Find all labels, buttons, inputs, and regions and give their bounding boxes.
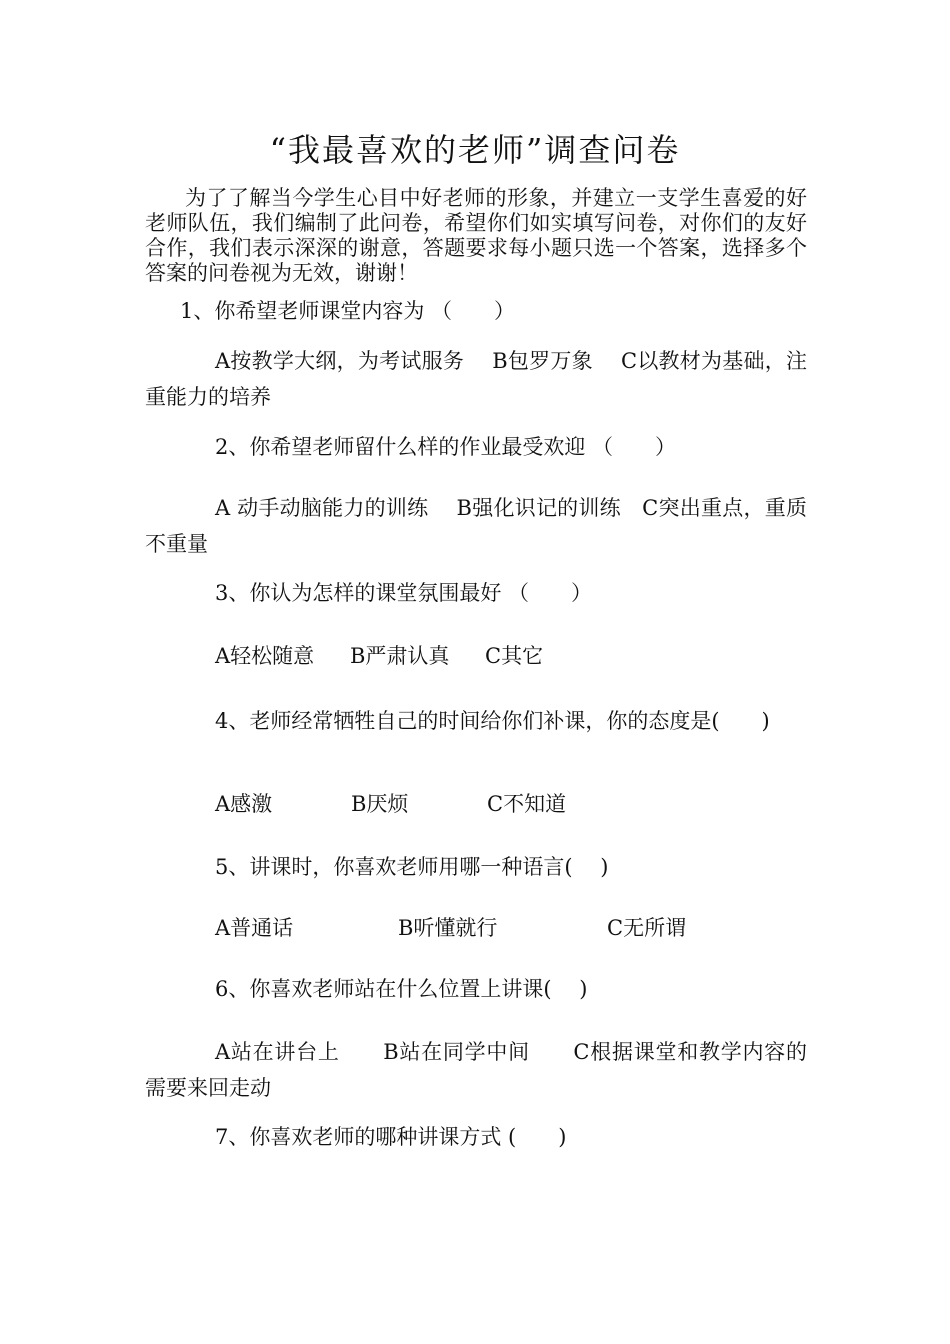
option-a: A普通话 bbox=[215, 916, 294, 940]
option-b: B厌烦 bbox=[351, 792, 409, 816]
document-title: “我最喜欢的老师”调查问卷 bbox=[269, 131, 681, 169]
option-c: C其它 bbox=[485, 644, 544, 668]
question-4-options bbox=[215, 789, 566, 819]
question-1-options: A按教学大纲，为考试服务 B包罗万象 C以教材为基础，注重能力的培养 bbox=[145, 349, 807, 409]
question-3-options bbox=[215, 641, 543, 671]
option-b: B听懂就行 bbox=[398, 916, 498, 940]
option-b: B严肃认真 bbox=[350, 644, 450, 668]
question-2-options: A 动手动脑能力的训练 B强化识记的训练 C突出重点，重质不重量 bbox=[145, 496, 807, 556]
question-7: 7、你喜欢老师的哪种讲课方式 ( ) bbox=[215, 1125, 567, 1149]
question-6-options: A站在讲台上 B站在同学中间 C根据课堂和教学内容的需要来回走动 bbox=[145, 1040, 807, 1100]
question-5: 5、讲课时，你喜欢老师用哪一种语言( ) bbox=[215, 855, 609, 879]
question-5-options bbox=[215, 913, 686, 943]
question-6: 6、你喜欢老师站在什么位置上讲课( ) bbox=[215, 977, 588, 1001]
question-4: 4、老师经常牺牲自己的时间给你们补课，你的态度是( ) bbox=[215, 709, 770, 733]
option-a: A感激 bbox=[215, 792, 273, 816]
option-c: C不知道 bbox=[487, 792, 567, 816]
question-1: 1、你希望老师课堂内容为 （ ） bbox=[180, 299, 516, 323]
question-3: 3、你认为怎样的课堂氛围最好 （ ） bbox=[215, 581, 593, 605]
intro-paragraph: 为了了解当今学生心目中好老师的形象，并建立一支学生喜爱的好老师队伍，我们编制了此问卷，希望你们如实填写问卷，对你们的友好合作，我们表示深深的谢意，答题要求每小题只选一个答案，选择多个答案的问卷视为无效，谢谢！ bbox=[145, 186, 807, 285]
option-c: C无所谓 bbox=[607, 916, 687, 940]
question-2: 2、你希望老师留什么样的作业最受欢迎 （ ） bbox=[215, 435, 677, 459]
option-a: A轻松随意 bbox=[215, 644, 315, 668]
